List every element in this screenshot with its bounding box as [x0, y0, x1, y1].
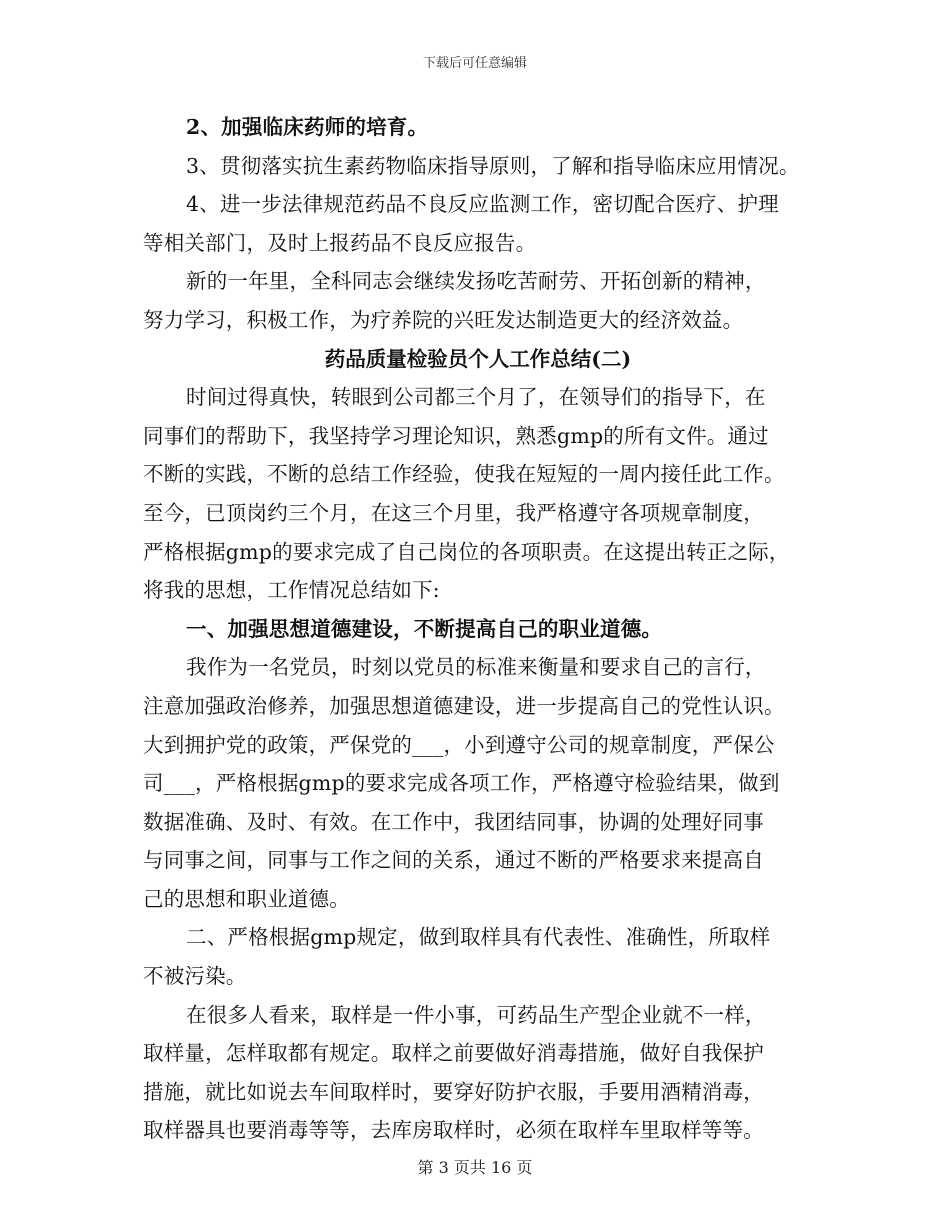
- paragraph-line: 将我的思想，工作情况总结如下:: [143, 578, 440, 603]
- paragraph-line: 己的思想和职业道德。: [143, 886, 350, 911]
- paragraph-line: 取样量，怎样取都有规定。取样之前要做好消毒措施，做好自我保护: [143, 1041, 764, 1066]
- paragraph-line: 新的一年里，全科同志会继续发扬吃苦耐劳、开拓创新的精神，: [186, 269, 766, 294]
- paragraph-line: 在很多人看来，取样是一件小事，可药品生产型企业就不一样，: [186, 1002, 766, 1027]
- paragraph-line: 不断的实践，不断的总结工作经验，使我在短短的一周内接任此工作。: [143, 462, 785, 487]
- paragraph-line: 严格根据gmp的要求完成了自己岗位的各项职责。在这提出转正之际，: [143, 539, 790, 564]
- paragraph-line: 取样器具也要消毒等等，去库房取样时，必须在取样车里取样等等。: [143, 1118, 764, 1143]
- section-title: 药品质量检验员个人工作总结(二): [324, 346, 632, 371]
- page-number: 第 3 页共 16 页: [417, 1158, 533, 1177]
- paragraph-line: 至今，已顶岗约三个月，在这三个月里，我严格遵守各项规章制度，: [143, 500, 764, 525]
- paragraph-line: 措施，就比如说去车间取样时，要穿好防护衣服，手要用酒精消毒，: [143, 1079, 764, 1104]
- paragraph-line: 同事们的帮助下，我坚持学习理论知识，熟悉gmp的所有文件。通过: [143, 423, 769, 448]
- paragraph-line: 2、加强临床药师的培育。: [186, 115, 429, 139]
- paragraph-line: 3、贯彻落实抗生素药物临床指导原则，了解和指导临床应用情况。: [186, 153, 800, 178]
- paragraph-line: 数据准确、及时、有效。在工作中，我团结同事，协调的处理好同事: [143, 809, 764, 834]
- paragraph-line: 不被污染。: [143, 964, 247, 989]
- paragraph-line: 注意加强政治修养，加强思想道德建设，进一步提高自己的党性认识。: [143, 693, 785, 718]
- paragraph-line: 努力学习，积极工作，为疗养院的兴旺发达制造更大的经济效益。: [143, 307, 744, 332]
- page-header: 下载后可任意编辑: [422, 56, 527, 71]
- paragraph-line: 4、进一步法律规范药品不良反应监测工作，密切配合医疗、护理: [186, 192, 779, 217]
- paragraph-line: 时间过得真快，转眼到公司都三个月了，在领导们的指导下，在: [186, 385, 766, 410]
- paragraph-line: 等相关部门，及时上报药品不良反应报告。: [143, 230, 537, 255]
- paragraph-line: 大到拥护党的政策，严保党的___，小到遵守公司的规章制度，严保公: [143, 732, 775, 757]
- paragraph-line: 二、严格根据gmp规定，做到取样具有代表性、准确性，所取样: [186, 925, 771, 950]
- paragraph-line: 与同事之间，同事与工作之间的关系，通过不断的严格要求来提高自: [143, 848, 764, 873]
- subheading: 一、加强思想道德建设，不断提高自己的职业道德。: [186, 616, 663, 641]
- paragraph-line: 司___，严格根据gmp的要求完成各项工作，严格遵守检验结果，做到: [143, 771, 780, 796]
- paragraph-line: 我作为一名党员，时刻以党员的标准来衡量和要求自己的言行，: [186, 655, 766, 680]
- document-body: [143, 108, 813, 1150]
